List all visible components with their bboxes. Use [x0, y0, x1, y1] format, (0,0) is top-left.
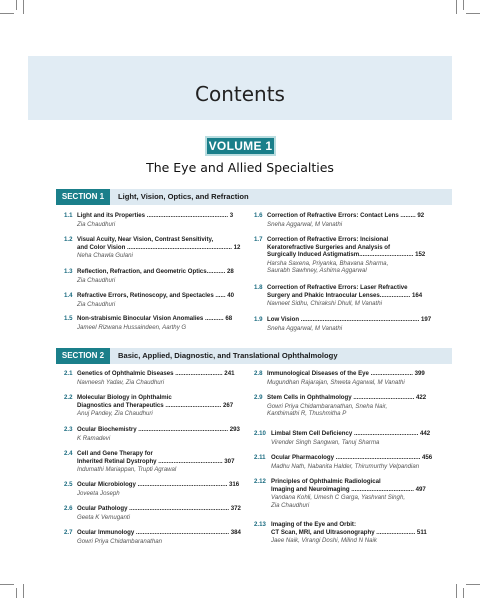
entry-title-line: Refractive Errors, Retinoscopy, and Spectacles ...... 40 — [77, 292, 235, 299]
entry-authors — [267, 379, 405, 387]
entry-title — [77, 315, 232, 323]
entry-authors-line: Vandana Kohli, Umesh C Garga, Yashvant Singh, — [271, 494, 406, 502]
entry-number: 1.7 — [254, 236, 263, 243]
crop-mark — [463, 588, 464, 598]
entry-title — [77, 394, 233, 409]
entry-number: 1.1 — [64, 212, 73, 219]
entry-authors-line: Mugundhan Rajarajan, Shweta Agarwal, M Vanathi — [267, 378, 405, 386]
entry-title — [77, 529, 241, 537]
entry-authors-line: Kanthimathi R, Thushmitha P — [267, 410, 347, 418]
contents-header-band — [28, 56, 452, 120]
entry-title-line: Limbal Stem Cell Deficiency ...................................... 442 — [271, 430, 431, 437]
entry-number: 1.2 — [64, 236, 73, 243]
entry-title — [267, 370, 425, 378]
entry-authors-line: Zia Chaudhuri — [271, 501, 310, 509]
entry-number: 2.1 — [64, 370, 73, 377]
entry-authors — [267, 260, 388, 275]
entry-authors-line: Jameel Rizwana Hussaindeen, Aarthy G — [77, 323, 187, 331]
entry-authors — [271, 439, 379, 447]
entry-title — [77, 426, 240, 434]
entry-title-line: Ocular Pharmacology .................................................. 456 — [271, 454, 433, 461]
entry-title — [77, 236, 240, 251]
entry-title-line: Correction of Refractive Errors: Incisional — [267, 236, 389, 243]
entry-authors-line: Virender Singh Sangwan, Tanuj Sharma — [271, 438, 380, 446]
section-title: Light, Vision, Optics, and Refraction — [118, 192, 249, 201]
volume-badge: VOLUME 1 — [205, 136, 276, 156]
section-header — [56, 189, 452, 205]
entry-title-line: Keratorefractive Surgeries and Analysis of — [267, 243, 391, 251]
entry-authors-line: Navneet Sidhu, Chirakshi Dhull, M Vanathi — [267, 300, 382, 308]
entry-authors — [77, 514, 130, 522]
entry-authors — [267, 300, 382, 308]
crop-mark — [16, 0, 17, 10]
entry-authors-line: Neha Chawla Gulani — [77, 252, 133, 260]
crop-mark — [0, 13, 14, 14]
entry-authors — [77, 490, 120, 498]
entry-number: 1.3 — [64, 268, 73, 275]
entry-title — [77, 212, 233, 220]
entry-authors — [271, 494, 405, 509]
entry-title-line: Low Vision ...................................................................... 197 — [267, 316, 432, 323]
entry-authors — [77, 301, 115, 309]
crop-mark — [466, 584, 480, 585]
entry-authors-line: Gowri Priya Chidambaranathan — [77, 537, 163, 545]
entry-title — [267, 394, 426, 402]
entry-title-line: Ocular Microbiology ..................................................... 316 — [77, 481, 240, 488]
volume-title: The Eye and Allied Specialties — [146, 160, 334, 175]
entry-title — [77, 292, 234, 300]
entry-number: 2.8 — [254, 370, 263, 377]
entry-title-line: Light and its Properties ................................................ 3 — [77, 212, 234, 219]
entry-number: 2.3 — [64, 426, 73, 433]
entry-authors-line: Sneha Aggarwal, M Vanathi — [267, 220, 343, 228]
entry-title-line: Genetics of Ophthalmic Diseases ............................ 241 — [77, 370, 235, 377]
entry-title — [77, 481, 239, 489]
entry-title — [271, 521, 427, 536]
crop-mark — [0, 584, 14, 585]
entry-title-line: Imaging and Neuroimaging ..................................... 497 — [271, 485, 426, 493]
entry-title-line: Diagnostics and Therapeutics ................................. 267 — [77, 401, 234, 409]
page-title: Contents — [195, 82, 285, 106]
entry-title — [267, 316, 431, 324]
entry-title-line: Cell and Gene Therapy for — [77, 450, 153, 457]
entry-number: 2.4 — [64, 450, 73, 457]
entry-authors-line: Zia Chaudhuri — [77, 300, 116, 308]
entry-title-line: Ocular Biochemistry ..................................................... 293 — [77, 426, 240, 433]
entry-number: 1.5 — [64, 315, 73, 322]
entry-title — [271, 430, 430, 438]
entry-number: 1.6 — [254, 212, 263, 219]
entry-authors — [77, 466, 176, 474]
entry-title-line: Visual Acuity, Near Vision, Contrast Sensitivity, — [77, 236, 214, 243]
entry-authors — [267, 221, 342, 229]
entry-title-line: Correction of Refractive Errors: Contact Lens ......... 92 — [267, 212, 425, 219]
entry-title — [267, 284, 422, 299]
entry-title-line: Inherited Retinal Dystrophy ...................................... 307 — [77, 457, 235, 465]
entry-title — [77, 370, 234, 378]
entry-authors-line: Harsha Saxena, Priyanka, Bhavana Sharma, — [267, 259, 389, 267]
entry-authors — [77, 252, 133, 260]
entry-number: 1.9 — [254, 316, 263, 323]
entry-authors-line: Anuj Pandey, Zia Chaudhuri — [77, 410, 153, 418]
entry-authors-line: Zia Chaudhuri — [77, 220, 116, 228]
entry-authors — [77, 435, 110, 443]
entry-authors — [271, 463, 419, 471]
crop-mark — [23, 584, 24, 598]
entry-authors — [77, 538, 162, 546]
entry-authors — [77, 379, 164, 387]
entry-title-line: Stem Cells in Ophthalmology .................................... 422 — [267, 394, 427, 401]
entry-number: 2.9 — [254, 394, 263, 401]
entry-authors-line: Zia Chaudhuri — [77, 276, 116, 284]
entry-authors-line: Joveeta Joseph — [77, 489, 120, 497]
entry-number: 2.2 — [64, 394, 73, 401]
entry-authors-line: Madhu Nath, Nabanita Halder, Thirumurthy Velpandian — [271, 462, 420, 470]
entry-number: 2.5 — [64, 481, 73, 488]
entry-title-line: Correction of Refractive Errors: Laser Refractive — [267, 284, 408, 291]
entry-title-line: Reflection, Refraction, and Geometric Optics........... 28 — [77, 268, 234, 275]
entry-title-line: Immunological Diseases of the Eye ......................... 399 — [267, 370, 425, 377]
entry-title-line: and Color Vision .............................................................. 12 — [77, 243, 241, 251]
entry-title — [267, 212, 424, 220]
entry-title-line: Molecular Biology in Ophthalmic — [77, 394, 172, 401]
entry-number: 2.13 — [254, 521, 266, 528]
entry-title — [271, 454, 432, 462]
entry-title-line: Principles of Ophthalmic Radiological — [271, 478, 381, 485]
section-title: Basic, Applied, Diagnostic, and Translational Ophthalmology — [118, 351, 338, 360]
entry-title — [77, 450, 234, 465]
entry-title-line: Imaging of the Eye and Orbit: — [271, 521, 356, 528]
entry-title-line: CT Scan, MRI, and Ultrasonography ....................... 511 — [271, 528, 427, 536]
entry-authors — [271, 537, 377, 545]
entry-authors-line: Jaee Naik, Virangi Doshi, Milind N Naik — [271, 537, 377, 545]
crop-mark — [456, 584, 457, 598]
entry-authors-line: Geeta K Vemuganti — [77, 513, 130, 521]
crop-mark — [16, 588, 17, 598]
entry-title — [267, 236, 425, 259]
entry-number: 2.11 — [254, 454, 266, 461]
entry-title-line: Surgically Induced Astigmatism................................ 152 — [267, 251, 426, 259]
entry-authors — [77, 221, 115, 229]
entry-authors — [267, 403, 387, 418]
entry-authors-line: Gowri Priya Chidambaranathan, Sneha Nair, — [267, 402, 388, 410]
entry-number: 1.8 — [254, 284, 263, 291]
crop-mark — [23, 0, 24, 14]
entry-number: 2.6 — [64, 505, 73, 512]
entry-title — [77, 505, 241, 513]
entry-title-line: Surgery and Phakic Intraocular Lenses.................. 164 — [267, 291, 423, 299]
entry-title-line: Ocular Immunology ....................................................... 384 — [77, 529, 241, 536]
entry-authors — [77, 277, 115, 285]
entry-number: 1.4 — [64, 292, 73, 299]
entry-authors — [267, 325, 342, 333]
entry-authors-line: Indumathi Mariappan, Trupti Agrawal — [77, 466, 177, 474]
section-label: SECTION 2 — [56, 348, 110, 364]
entry-authors-line: K Ramadevi — [77, 434, 111, 442]
entry-title-line: Ocular Pathology ........................................................... 372 — [77, 505, 241, 512]
entry-number: 2.12 — [254, 478, 266, 485]
crop-mark — [456, 0, 457, 14]
entry-title-line: Non-strabismic Binocular Vision Anomalies ........... 68 — [77, 315, 233, 322]
entry-number: 2.10 — [254, 430, 266, 437]
entry-authors — [77, 410, 153, 418]
entry-authors-line: Navneesh Yadav, Zia Chaudhuri — [77, 378, 165, 386]
entry-number: 2.7 — [64, 529, 73, 536]
section-label: SECTION 1 — [56, 189, 110, 205]
entry-title — [271, 478, 426, 493]
entry-title — [77, 268, 234, 276]
entry-authors-line: Sneha Aggarwal, M Vanathi — [267, 324, 343, 332]
crop-mark — [466, 13, 480, 14]
entry-authors-line: Saurabh Sawhney, Ashima Aggarwal — [267, 267, 367, 275]
crop-mark — [463, 0, 464, 10]
section-header — [56, 348, 452, 364]
entry-authors — [77, 324, 186, 332]
